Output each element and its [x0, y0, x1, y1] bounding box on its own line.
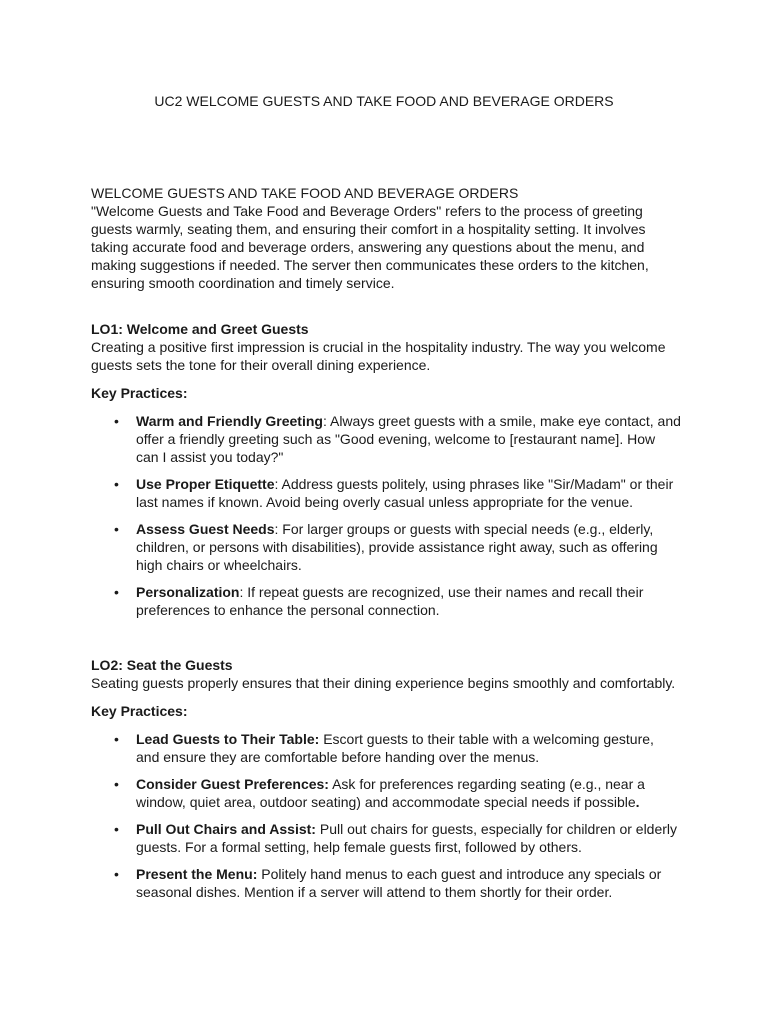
- document-title: UC2 WELCOME GUESTS AND TAKE FOOD AND BEVERAGE ORDERS: [154, 93, 614, 109]
- practice-term: Personalization: [136, 584, 240, 600]
- practice-term: Assess Guest Needs: [136, 521, 275, 537]
- practice-text: : If repeat guests are recognized, use their names and recall their preferences to enhance the personal connection.: [136, 584, 644, 618]
- bullet-icon: •: [114, 413, 119, 429]
- lo2-key-practices-heading: Key Practices:: [91, 703, 188, 719]
- lo1-key-practices-heading: Key Practices:: [91, 385, 188, 401]
- practice-term: Warm and Friendly Greeting: [136, 413, 323, 429]
- practice-term: Use Proper Etiquette: [136, 476, 275, 492]
- list-item: [91, 730, 681, 766]
- practice-text: : Address guests politely, using phrases like "Sir/Madam" or their last names if known. Avoid being overly casual unless appropriate for the venue.: [136, 476, 674, 510]
- intro-paragraph: "Welcome Guests and Take Food and Beverage Orders" refers to the process of greeting guests warmly, seating them, and ensuring their comfort in a hospitality setting. It involves taking accurate food and beverage orders, answering any questions about the menu, and making suggestions if needed. The server then communicates these orders to the kitchen, ensuring smooth coordination and timely service.: [91, 203, 649, 291]
- list-item: [91, 820, 681, 856]
- practice-text: : Always greet guests with a smile, make eye contact, and offer a friendly greeting such as "Good evening, welcome to [restaurant name]. How can I assist you today?": [136, 413, 681, 465]
- practice-text: Escort guests to their table with a welcoming gesture, and ensure they are comfortable before handing over the menus.: [136, 731, 654, 765]
- list-item: [91, 520, 681, 574]
- list-item: [91, 583, 681, 619]
- list-item: [91, 865, 681, 901]
- list-item: [91, 775, 681, 811]
- practice-term: Lead Guests to Their Table:: [136, 731, 320, 747]
- practice-term: Consider Guest Preferences:: [136, 776, 329, 792]
- practice-text: : For larger groups or guests with special needs (e.g., elderly, children, or persons with disabilities), provide assistance right away, such as offering high chairs or wheelchairs.: [136, 521, 658, 573]
- practice-tail: .: [635, 794, 640, 810]
- list-item: [91, 475, 681, 511]
- practice-text: Pull out chairs for guests, especially for children or elderly guests. For a formal setting, help female guests first, followed by others.: [136, 821, 678, 855]
- bullet-icon: •: [114, 776, 119, 792]
- practice-term: Present the Menu:: [136, 866, 258, 882]
- bullet-icon: •: [114, 731, 119, 747]
- practice-text: Ask for preferences regarding seating (e.g., near a window, quiet area, outdoor seating) and accommodate special needs if possible: [136, 776, 645, 810]
- bullet-icon: •: [114, 476, 119, 492]
- bullet-icon: •: [114, 584, 119, 600]
- bullet-icon: •: [114, 866, 119, 882]
- bullet-icon: •: [114, 821, 119, 837]
- lo1-practice-list: [91, 412, 681, 619]
- lo1-heading: LO1: Welcome and Greet Guests: [91, 321, 309, 337]
- practice-term: Pull Out Chairs and Assist:: [136, 821, 316, 837]
- document-body: [91, 184, 681, 910]
- lo2-paragraph: Seating guests properly ensures that their dining experience begins smoothly and comfortably.: [91, 675, 676, 691]
- lo1-paragraph: Creating a positive first impression is crucial in the hospitality industry. The way you welcome guests sets the tone for their overall dining experience.: [91, 339, 666, 373]
- list-item: [91, 412, 681, 466]
- bullet-icon: •: [114, 521, 119, 537]
- intro-heading: WELCOME GUESTS AND TAKE FOOD AND BEVERAGE ORDERS: [91, 185, 519, 201]
- lo2-heading: LO2: Seat the Guests: [91, 657, 233, 673]
- lo2-practice-list: [91, 730, 681, 901]
- practice-text: Politely hand menus to each guest and introduce any specials or seasonal dishes. Mention if a server will attend to them shortly for their order.: [136, 866, 662, 900]
